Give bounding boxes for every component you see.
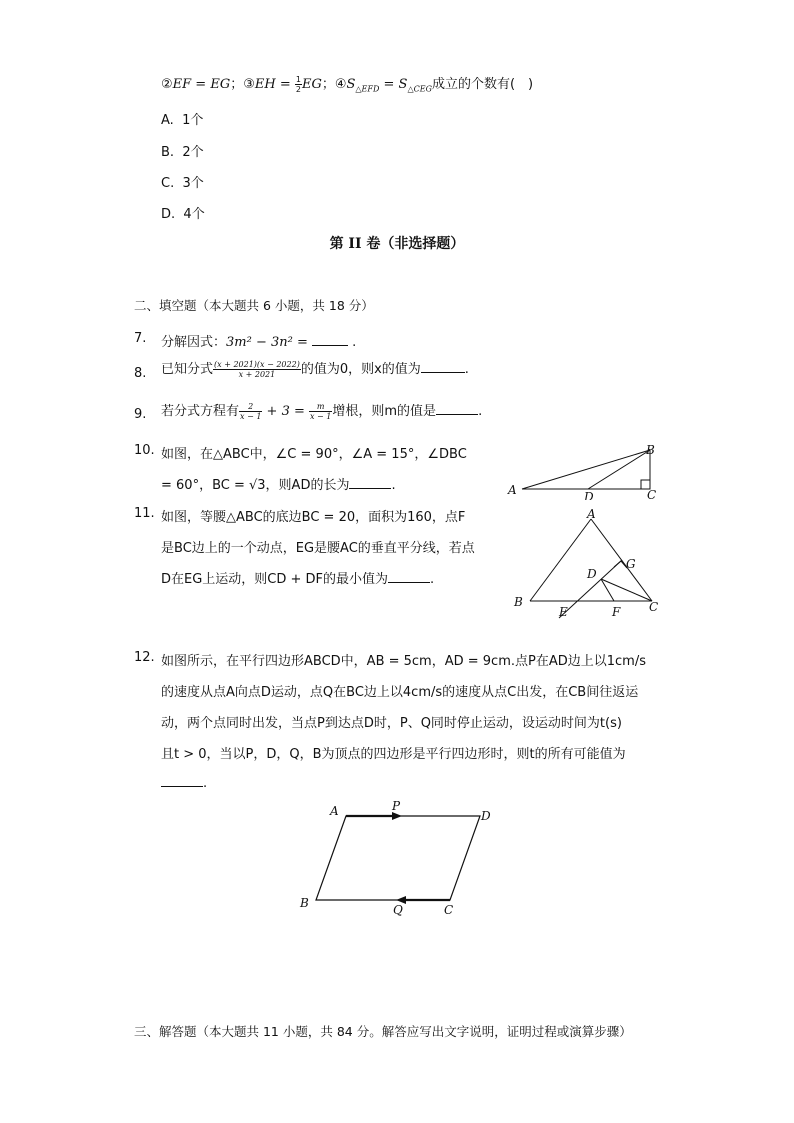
- q12-answer-blank[interactable]: [161, 774, 203, 787]
- option-c[interactable]: [161, 172, 204, 191]
- q8-pre: 已知分式: [161, 362, 214, 377]
- label-b: B: [300, 896, 309, 910]
- q9-fraction-2: [309, 402, 332, 421]
- label-b: B: [646, 443, 655, 457]
- q11-line1: 如图，等腰△ABC的底边BC = 20，面积为160，点F: [161, 510, 466, 525]
- frac-num: m: [309, 402, 332, 412]
- label-c: C: [647, 488, 657, 500]
- section2-heading: 二、填空题（本大题共 6 小题，共 18 分）: [134, 298, 374, 313]
- option-letter: D.: [161, 207, 176, 222]
- segment-ab: [522, 450, 650, 489]
- separator: ；: [321, 77, 335, 92]
- figure-q12-parallelogram: [296, 798, 496, 920]
- label-b: B: [514, 595, 523, 609]
- q10-answer-blank[interactable]: [349, 476, 391, 489]
- label-c: C: [649, 600, 659, 614]
- label-f: F: [612, 605, 621, 619]
- option-text: 2个: [182, 145, 204, 160]
- q12-number: 12.: [134, 650, 155, 665]
- q8-post: 的值为0，则x的值为: [300, 362, 421, 377]
- q9-period: .: [478, 404, 483, 419]
- q8-number: 8.: [134, 366, 147, 381]
- figure-q10-triangle: [504, 440, 664, 500]
- area-sub-ceg: △CEG: [407, 84, 432, 94]
- fraction-half: [295, 75, 302, 94]
- label-d: D: [587, 567, 597, 581]
- circled-2: ②: [161, 77, 173, 92]
- q8-period: .: [464, 362, 469, 377]
- q10-number: 10.: [134, 443, 155, 458]
- q7-label: 分解因式：: [161, 335, 227, 350]
- label-q: Q: [393, 903, 403, 917]
- frac-num: 1: [295, 75, 301, 84]
- label-p: P: [392, 799, 401, 813]
- q12-line2: 的速度从点A向点D运动，点Q在BC边上以4cm/s的速度从点C出发，在CB间往返运: [161, 685, 639, 700]
- q12-line4: 且t > 0，当以P，D，Q，B为顶点的四边形是平行四边形时，则t的所有可能值为: [161, 747, 626, 762]
- option-letter: C.: [161, 176, 175, 191]
- circled-4: ④: [334, 77, 347, 92]
- label-g: G: [626, 557, 636, 571]
- area-eq: = S: [379, 77, 408, 92]
- q12-period: .: [203, 776, 208, 791]
- q11-line3-text: D在EG上运动，则CD + DF的最小值为: [161, 572, 389, 587]
- q11-number: 11.: [134, 506, 155, 521]
- q11-period: .: [430, 572, 435, 587]
- q10-period: .: [391, 478, 396, 493]
- eq-ef-eg: EF = EG: [172, 77, 231, 92]
- option-b[interactable]: [161, 141, 204, 160]
- q9-pre: 若分式方程有: [161, 404, 240, 419]
- label-a: A: [508, 483, 517, 497]
- q9-answer-blank[interactable]: [436, 402, 478, 415]
- figure-q11-triangle: [508, 505, 668, 623]
- frac-num: (x + 2021)(x − 2022): [214, 360, 300, 369]
- question-tail: 成立的个数有( ): [431, 77, 534, 92]
- frac-den: x − 1: [240, 412, 262, 421]
- eq-eh: EH =: [254, 77, 295, 92]
- section3-heading: 三、解答题（本大题共 11 小题，共 84 分。解答应写出文字说明，证明过程或演算步骤）: [134, 1024, 632, 1039]
- q11-answer-blank[interactable]: [388, 570, 430, 583]
- option-letter: A.: [161, 113, 174, 128]
- option-text: 1个: [182, 113, 204, 128]
- area-sub-efd: △EFD: [355, 84, 380, 94]
- separator: ；: [230, 77, 244, 92]
- condition-line: [161, 73, 533, 94]
- option-text: 3个: [182, 176, 204, 191]
- parallelogram-abcd: [316, 816, 480, 900]
- q11-line3: [161, 568, 434, 587]
- area-s: S: [346, 77, 356, 92]
- option-letter: B.: [161, 145, 175, 160]
- q8-fraction: [213, 360, 301, 379]
- q10-line2-text: = 60°，BC = √3，则AD的长为: [161, 478, 350, 493]
- q12-line1: 如图所示，在平行四边形ABCD中，AB = 5cm，AD = 9cm.点P在AD边上以1cm/s: [161, 654, 646, 669]
- eq-eg: EG: [301, 77, 322, 92]
- q7-number: 7.: [134, 331, 147, 346]
- frac-den: x − 1: [310, 412, 332, 421]
- q9-fraction-1: [239, 402, 262, 421]
- label-d: D: [584, 490, 594, 500]
- q7-period: .: [352, 335, 357, 350]
- frac-num: 2: [239, 402, 262, 412]
- part2-title: 第 II 卷（非选择题）: [329, 236, 465, 252]
- label-d: D: [481, 809, 491, 823]
- q11-line2: 是BC边上的一个动点，EG是腰AC的垂直平分线，若点: [161, 541, 475, 556]
- q10-line1: 如图，在△ABC中，∠C = 90°，∠A = 15°，∠DBC: [161, 447, 467, 462]
- q10-line2: [161, 474, 396, 493]
- label-e: E: [559, 605, 568, 619]
- arrow-ap-head: [392, 812, 402, 820]
- q9-text: [161, 400, 482, 421]
- frac-den: x + 2021: [238, 370, 276, 379]
- option-d[interactable]: [161, 203, 205, 222]
- option-text: 4个: [183, 207, 205, 222]
- label-a: A: [330, 804, 339, 818]
- label-c: C: [444, 903, 454, 917]
- q8-text: [161, 358, 469, 379]
- q7-answer-blank[interactable]: [312, 333, 348, 346]
- label-a: A: [587, 507, 596, 521]
- option-a[interactable]: [161, 109, 203, 128]
- q9-post: 增根，则m的值是: [332, 404, 437, 419]
- frac-den: 2: [295, 85, 301, 94]
- circled-3: ③: [243, 77, 255, 92]
- q9-number: 9.: [134, 407, 147, 422]
- segment-ab: [530, 519, 591, 601]
- q7-text: [161, 331, 356, 350]
- q7-expression: 3m² − 3n² =: [226, 335, 312, 350]
- q9-mid: + 3 =: [262, 404, 309, 419]
- q8-answer-blank[interactable]: [421, 360, 465, 373]
- q12-line3: 动，两个点同时出发，当点P到达点D时，P、Q同时停止运动，设运动时间为t(s): [161, 716, 622, 731]
- q12-answer-line: [161, 774, 207, 791]
